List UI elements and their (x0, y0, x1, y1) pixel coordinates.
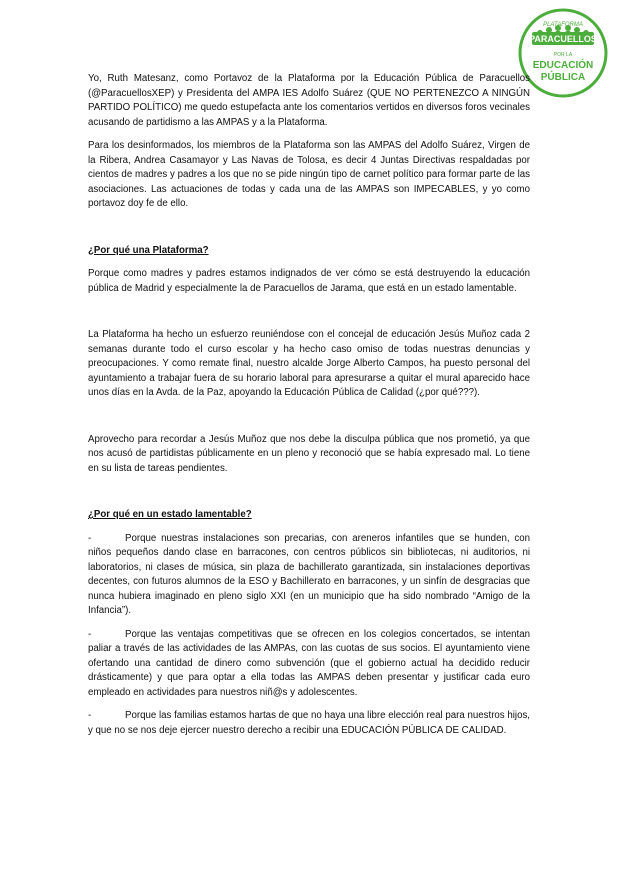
heading-estado-lamentable: ¿Por qué en un estado lamentable? (88, 509, 252, 520)
bullet-item-1 (88, 532, 530, 619)
plataforma-logo (518, 8, 608, 98)
bullet-text-3: Porque las familias estamos hartas de que no haya una libre elección real para nuestros hijos, y que no se nos deje ejercer nuestro derecho a recibir una EDUCACIÓN PÚBLICA DE CALIDAD. (88, 710, 530, 736)
paragraph-aprovecho: Aprovecho para recordar a Jesús Muñoz que nos debe la disculpa pública que nos prometió, ya que nos acusó de partidistas públicamente en un pleno y reconoció que se había expresado mal. Lo tiene en su lista de tareas pendientes. (88, 433, 530, 474)
paragraph-desinformados: Para los desinformados, los miembros de la Plataforma son las AMPAS del Adolfo Suárez, Virgen de la Ribera, Andrea Casamayor y Las Navas de Tolosa, es decir 4 Juntas Directivas respaldadas por cientos de madres y padres a los que no se pide ningún tipo de carnet político para formar parte de las asociaciones. Las actuaciones de todas y cada una de las AMPAS son IMPECABLES, y yo como portavoz doy fe de ello. (88, 140, 530, 209)
logo-por-text: POR LA (553, 52, 573, 58)
bullet-text-2: Porque las ventajas competitivas que se ofrecen en los colegios concertados, se intentan paliar a través de las actividades de las AMPAs, con las cuotas de sus socios. El ayuntamiento viene ofertando una cantidad de dinero como subvención (que el gobierno actual ha decidido reducir drásticamente) y que para optar a ella todas las AMPAS deben presentar y justificar cada euro empleado en actividades para nuestros niñ@s y adolescentes. (88, 628, 530, 698)
logo-name-text: PARACUELLOS (529, 34, 597, 44)
paragraph-porque: Porque como madres y padres estamos indignados de ver cómo se está destruyendo la educación pública de Madrid y especialmente la de Paracuellos de Jarama, que está en un estado lamentable. (88, 268, 530, 294)
paragraph-esfuerzo: La Plataforma ha hecho un esfuerzo reuniéndose con el concejal de educación Jesús Muñoz cada 2 semanas durante todo el curso escolar y ha hecho caso omiso de todas nuestras denuncias y preocupaciones. Y como remate final, nuestro alcalde Jorge Alberto Campos, ha puesto personal del ayuntamiento a trabajar fuera de su horario laboral para apresurarse a quitar el mural aparecido hace unos días en la Avda. de la Paz, apoyando la Educación Pública de Calidad (¿por qué???). (88, 329, 530, 398)
logo-top-text: PLATAFORMA (543, 22, 583, 28)
logo-line2-text: PÚBLICA (540, 72, 586, 83)
bullet-item-2 (88, 628, 530, 701)
paragraph-intro: Yo, Ruth Matesanz, como Portavoz de la Plataforma por la Educación Pública de Paracuellos (@ParacuellosXEP) y Presidenta del AMPA IES Adolfo Suárez (QUE NO PERTENEZCO A NINGÚN PARTIDO POLÍTICO) me quedo estupefacta ante los comentarios vertidos en diversos foros vecinales acusando de partidismo a las AMPAS y a la Plataforma. (88, 73, 530, 128)
document-body (88, 72, 530, 738)
heading-por-que-plataforma: ¿Por qué una Plataforma? (88, 244, 209, 256)
logo-line1-text: EDUCACIÓN (532, 60, 594, 71)
bullet-dash: - (88, 532, 92, 544)
bullet-item-3 (88, 709, 530, 738)
bullet-text-1: Porque nuestras instalaciones son precarias, con areneros infantiles que se hunden, con niños pequeños dando clase en barracones, con centros públicos sin bibliotecas, ni auditorios, ni laboratorios, ni clases de música, sin plaza de bachillerato garantizada, sin instalaciones deportivas decentes, con futuros alumnos de la ESO y Bachillerato en barracones, y un sinfín de desgracias que nunca hubiera imaginado en pleno siglo XXI (en un municipio que ha sido nombrado “Amigo de la Infancia”). (88, 532, 530, 616)
bullet-dash: - (88, 628, 92, 640)
bullet-dash: - (88, 710, 92, 721)
